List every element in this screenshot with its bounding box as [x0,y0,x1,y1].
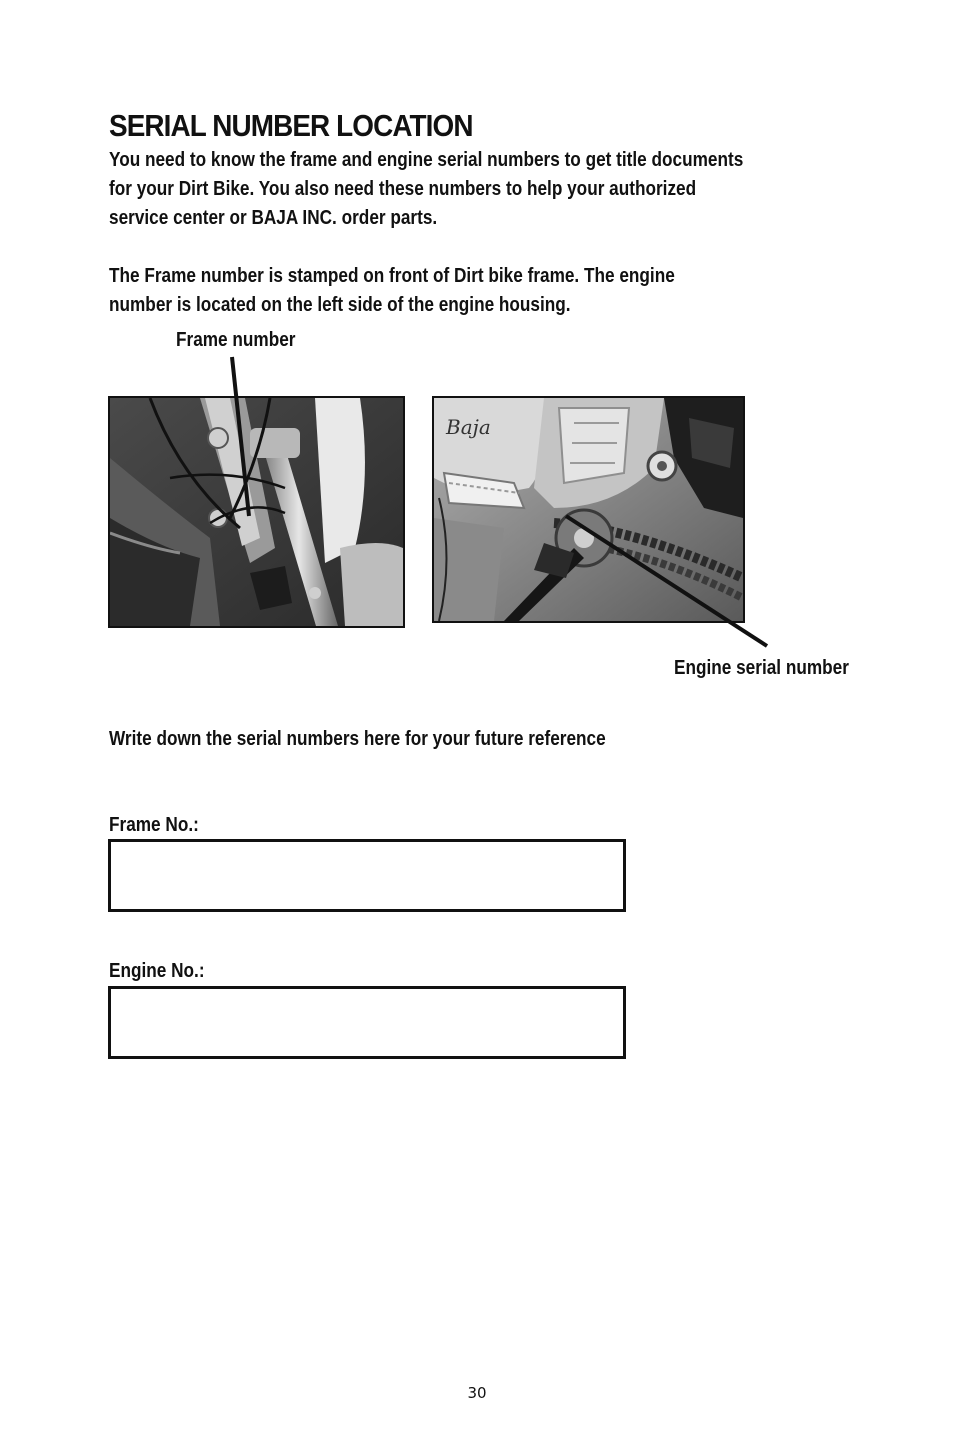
intro-line-2: for your Dirt Bike. You also need these numbers to help your authorized [109,178,697,200]
frame-no-field[interactable] [108,839,626,912]
engine-photo [432,396,745,623]
page-number: 30 [467,1384,487,1402]
engine-no-label: Engine No.: [109,960,205,982]
frame-number-callout: Frame number [176,329,296,351]
write-instruction: Write down the serial numbers here for your future reference [109,728,606,750]
frame-photo [108,396,405,628]
engine-photo-illustration [434,398,743,621]
intro-line-3: service center or BAJA INC. order parts. [109,207,438,229]
location-line-1: The Frame number is stamped on front of Dirt bike frame. The engine [109,265,675,287]
frame-no-label: Frame No.: [109,814,199,836]
frame-photo-illustration [110,398,403,626]
location-line-2: number is located on the left side of the engine housing. [109,294,571,316]
intro-line-1: You need to know the frame and engine serial numbers to get title documents [109,149,744,171]
page-title: SERIAL NUMBER LOCATION [109,108,473,143]
engine-no-field[interactable] [108,986,626,1059]
engine-serial-callout: Engine serial number [674,657,849,679]
baja-logo: Baja [446,415,491,439]
